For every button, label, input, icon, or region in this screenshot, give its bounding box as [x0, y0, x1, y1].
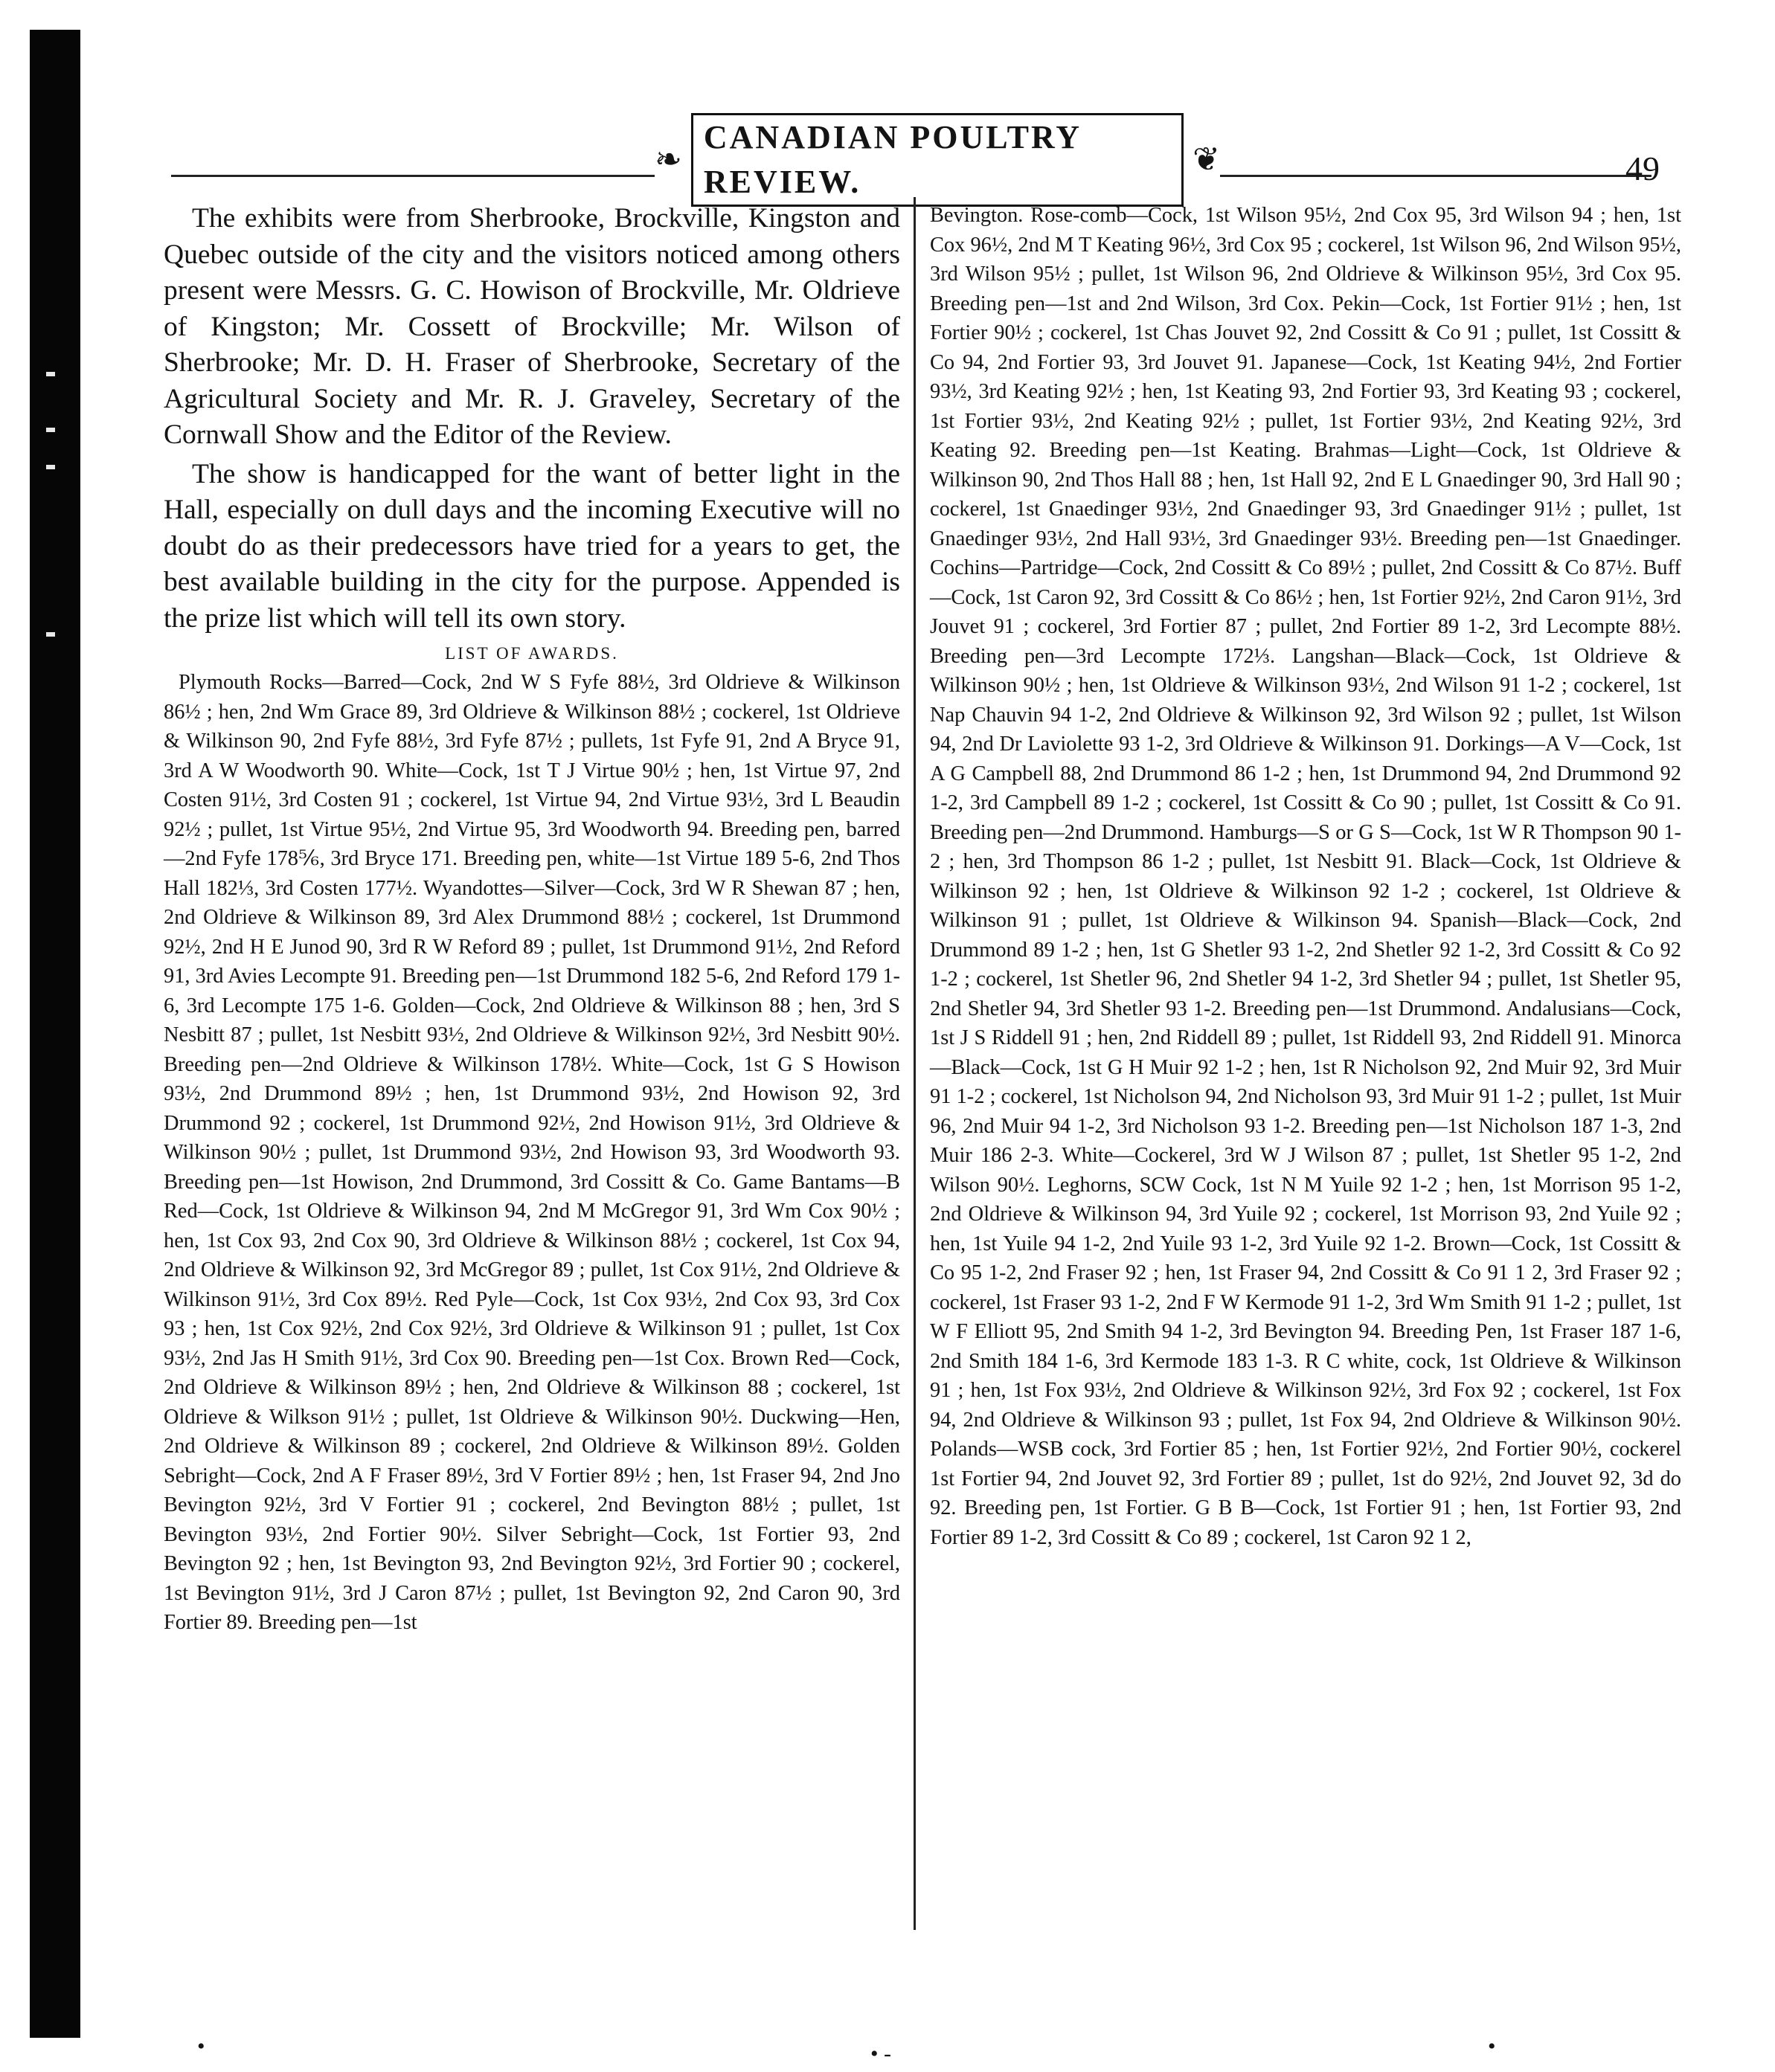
- print-speck: •: [1488, 2034, 1496, 2059]
- print-speck: •: [197, 2034, 205, 2059]
- print-speck: • -: [870, 2042, 891, 2066]
- masthead-title: CANADIAN POULTRY REVIEW.: [691, 113, 1184, 207]
- binding-mark: [46, 632, 55, 637]
- column-divider: [914, 197, 916, 1930]
- awards-text-left: Plymouth Rocks—Barred—Cock, 2nd W S Fyfe 88½, 3rd Oldrieve & Wilkinson 86½ ; hen, 2nd Wm Grace 89, 3rd Oldrieve & Wilkinson 88½ ; cockerel, 1st Oldrieve & Wilkinson 90, 2nd Fyfe 88½, 3rd Fyfe 87½ ; pullets, 1st Fyfe 91, 2nd A Bryce 91, 3rd A W Woodworth 90. White—Cock, 1st T J Virtue 90½ ; hen, 1st Virtue 97, 2nd Costen 91½, 3rd Costen 91 ; cockerel, 1st Virtue 94, 2nd Virtue 93½, 3rd L Beaudin 92½ ; pullet, 1st Virtue 95½, 2nd Virtue 95, 3rd Woodworth 94. Breeding pen, barred—2nd Fyfe 178⅚, 3rd Bryce 171. Breeding pen, white—1st Virtue 189 5-6, 2nd Thos Hall 182⅓, 3rd Costen 177½. Wyandottes—Silver—Cock, 3rd W R Shewan 87 ; hen, 2nd Oldrieve & Wilkinson 89, 3rd Alex Drummond 88½ ; cockerel, 1st Drummond 92½, 2nd H E Junod 90, 3rd R W Reford 89 ; pullet, 1st Drummond 91½, 2nd Reford 91, 3rd Avies Lecompte 91. Breeding pen—1st Drummond 182 5-6, 2nd Reford 179 1-6, 3rd Lecompte 175 1-6. Golden—Cock, 2nd Oldrieve & Wilkinson 88 ; hen, 3rd S Nesbitt 87 ; pullet, 1st Nesbitt 93½, 2nd Oldrieve & Wilkinson 92½, 3rd Nesbitt 90½. Breeding pen—2nd Oldrieve & Wilkinson 178½. White—Cock, 1st G S Howison 93½, 2nd Drummond 89½ ; hen, 1st Drummond 93½, 2nd Howison 92, 3rd Drummond 92 ; cockerel, 1st Drummond 92½, 2nd Howison 91½, 3rd Oldrieve & Wilkinson 90½ ; pullet, 1st Drummond 93½, 2nd Howison 93, 3rd Woodworth 93. Breeding pen—1st Howison, 2nd Drummond, 3rd Cossitt & Co. Game Bantams—B Red—Cock, 1st Oldrieve & Wilkinson 94, 2nd M McGregor 91, 3rd Wm Cox 90½ ; hen, 1st Cox 93, 2nd Cox 90, 3rd Oldrieve & Wilkinson 88½ ; cockerel, 1st Cox 94, 2nd Oldrieve & Wilkinson 92, 3rd McGregor 89 ; pullet, 1st Cox 91½, 2nd Oldrieve & Wilkinson 91½, 3rd Cox 89½. Red Pyle—Cock, 1st Cox 93½, 2nd Cox 93, 3rd Cox 93 ; hen, 1st Cox 92½, 2nd Cox 92½, 3rd Oldrieve & Wilkinson 91 ; pullet, 1st Cox 93½, 2nd Jas H Smith 91½, 3rd Cox 90. Breeding pen—1st Cox. Brown Red—Cock, 2nd Oldrieve & Wilkinson 89½ ; hen, 2nd Oldrieve & Wilkinson 88 ; cockerel, 1st Oldrieve & Wilkson 91½ ; pullet, 1st Oldrieve & Wilkinson 90½. Duckwing—Hen, 2nd Oldrieve & Wilkinson 89 ; cockerel, 2nd Oldrieve & Wilkinson 89½. Golden Sebright—Cock, 2nd A F Fraser 89½, 3rd V Fortier 89½ ; hen, 1st Fraser 94, 2nd Jno Bevington 92½, 3rd V Fortier 91 ; cockerel, 2nd Bevington 88½ ; pullet, 1st Bevington 93½, 2nd Fortier 90½. Silver Sebright—Cock, 1st Fortier 93, 2nd Bevington 92 ; hen, 1st Bevington 93, 2nd Bevington 92½, 3rd Fortier 90 ; cockerel, 1st Bevington 91½, 3rd J Caron 87½ ; pullet, 1st Bevington 92, 2nd Caron 90, 3rd Fortier 89. Breeding pen—1st: [164, 671, 900, 1634]
- masthead: [655, 119, 1220, 200]
- list-of-awards-heading: LIST OF AWARDS.: [445, 644, 619, 663]
- intro-paragraph: The exhibits were from Sherbrooke, Brockville, Kingston and Quebec outside of the city and the visitors noticed among others present were Messrs. G. C. Howison of Brockville, Mr. Oldrieve of Kingston; Mr. Cossett of Brockville; Mr. Wilson of Sherbrooke; Mr. D. H. Fraser of Sherbrooke, Secretary of the Agricultural Society and Mr. R. J. Graveley, Secretary of the Cornwall Show and the Editor of the Review.: [164, 203, 900, 450]
- ornament-left-icon: ❧: [655, 141, 682, 178]
- left-column: [164, 201, 900, 1638]
- page-number: 49: [1625, 149, 1660, 187]
- awards-text-right: Bevington. Rose-comb—Cock, 1st Wilson 95½, 2nd Cox 95, 3rd Wilson 94 ; hen, 1st Cox 96½, 2nd M T Keating 96½, 3rd Cox 95 ; cockerel, 1st Wilson 96, 2nd Wilson 95½, 3rd Wilson 95½ ; pullet, 1st Wilson 96, 2nd Oldrieve & Wilkinson 95½, 3rd Cox 95. Breeding pen—1st and 2nd Wilson, 3rd Cox. Pekin—Cock, 1st Fortier 91½ ; hen, 1st Fortier 90½ ; cockerel, 1st Chas Jouvet 92, 2nd Cossitt & Co 91 ; pullet, 1st Cossitt & Co 94, 2nd Fortier 93, 3rd Jouvet 91. Japanese—Cock, 1st Keating 94½, 2nd Fortier 93½, 3rd Keating 92½ ; hen, 1st Keating 93, 2nd Fortier 93, 3rd Keating 93 ; cockerel, 1st Fortier 93½, 2nd Keating 92½ ; pullet, 1st Fortier 93½, 2nd Keating 92½, 3rd Keating 92. Breeding pen—1st Keating. Brahmas—Light—Cock, 1st Oldrieve & Wilkinson 90, 2nd Thos Hall 88 ; hen, 1st Hall 92, 2nd E L Gnaedinger 90, 3rd Hall 90 ; cockerel, 1st Gnaedinger 93½, 2nd Gnaedinger 93, 3rd Gnaedinger 91½ ; pullet, 1st Gnaedinger 93½, 2nd Hall 93½, 3rd Gnaedinger 93½. Breeding pen—1st Gnaedinger. Cochins—Partridge—Cock, 2nd Cossitt & Co 89½ ; pullet, 2nd Cossitt & Co 87½. Buff—Cock, 1st Caron 92, 3rd Cossitt & Co 86½ ; hen, 1st Fortier 92½, 2nd Caron 91½, 3rd Jouvet 91 ; cockerel, 3rd Fortier 87 ; pullet, 2nd Fortier 89 1-2, 3rd Lecompte 88½. Breeding pen—3rd Lecompte 172⅓. Langshan—Black—Cock, 1st Oldrieve & Wilkinson 90½ ; hen, 1st Oldrieve & Wilkinson 93½, 2nd Wilson 91 1-2 ; cockerel, 1st Nap Chauvin 94 1-2, 2nd Oldrieve & Wilkinson 92, 3rd Wilson 92 ; pullet, 1st Wilson 94, 2nd Dr Laviolette 93 1-2, 3rd Oldrieve & Wilkinson 91. Dorkings—A V—Cock, 1st A G Campbell 88, 2nd Drummond 86 1-2 ; hen, 1st Drummond 94, 2nd Drummond 92 1-2, 3rd Campbell 89 1-2 ; cockerel, 1st Cossitt & Co 90 ; pullet, 1st Cossitt & Co 91. Breeding pen—2nd Drummond. Hamburgs—S or G S—Cock, 1st W R Thompson 90 1-2 ; hen, 3rd Thompson 86 1-2 ; pullet, 1st Nesbitt 91. Black—Cock, 1st Oldrieve & Wilkinson 92 ; hen, 1st Oldrieve & Wilkinson 92 1-2 ; cockerel, 1st Oldrieve & Wilkinson 91 ; pullet, 1st Oldrieve & Wilkinson 94. Spanish—Black—Cock, 2nd Drummond 89 1-2 ; hen, 1st G Shetler 93 1-2, 2nd Shetler 92 1-2, 3rd Cossitt & Co 92 1-2 ; cockerel, 1st Shetler 96, 2nd Shetler 94 1-2, 3rd Shetler 94 ; pullet, 1st Shetler 95, 2nd Shetler 94, 3rd Shetler 93 1-2. Breeding pen—1st Drummond. Andalusians—Cock, 1st J S Riddell 91 ; hen, 2nd Riddell 89 ; pullet, 1st Riddell 93, 2nd Riddell 91. Minorca—Black—Cock, 1st G H Muir 92 1-2 ; hen, 1st R Nicholson 92, 2nd Muir 92, 3rd Muir 91 1-2 ; cockerel, 1st Nicholson 94, 2nd Nicholson 93, 3rd Muir 91 1-2 ; pullet, 1st Muir 96, 2nd Muir 94 1-2, 3rd Nicholson 93 1-2. Breeding pen—1st Nicholson 187 1-3, 2nd Muir 186 2-3. White—Cockerel, 3rd W J Wilson 87 ; pullet, 1st Shetler 95 1-2, 2nd Wilson 90½. Leghorns, SCW Cock, 1st N M Yuile 92 1-2 ; hen, 1st Morrison 95 1-2, 2nd Oldrieve & Wilkinson 94, 3rd Yuile 92 ; cockerel, 1st Morrison 93, 2nd Yuile 92 ; hen, 1st Yuile 94 1-2, 2nd Yuile 93 1-2, 3rd Yuile 92 1-2. Brown—Cock, 1st Cossitt & Co 95 1-2, 2nd Fraser 92 ; hen, 1st Fraser 94, 2nd Cossitt & Co 91 1 2, 3rd Fraser 92 ; cockerel, 1st Fraser 93 1-2, 2nd F W Kermode 91 1-2, 3rd Wm Smith 91 1-2 ; pullet, 1st W F Elliott 95, 2nd Smith 94 1-2, 3rd Bevington 94. Breeding Pen, 1st Fraser 187 1-6, 2nd Smith 184 1-6, 3rd Kermode 183 1-3. R C white, cock, 1st Oldrieve & Wilkinson 91 ; hen, 1st Fox 93½, 2nd Oldrieve & Wilkinson 92½, 3rd Fox 92 ; cockerel, 1st Fox 94, 2nd Oldrieve & Wilkinson 93 ; pullet, 1st Fox 94, 2nd Oldrieve & Wilkinson 90½. Polands—WSB cock, 3rd Fortier 85 ; hen, 1st Fortier 92½, 2nd Fortier 90½, cockerel 1st Fortier 94, 2nd Jouvet 92, 3rd Fortier 89 ; pullet, 1st do 92½, 2nd Jouvet 92, 3d do 92. Breeding pen, 1st Fortier. G B B—Cock, 1st Fortier 91 ; hen, 1st Fortier 93, 2nd Fortier 89 1-2, 3rd Cossitt & Co 89 ; cockerel, 1st Caron 92 1 2,: [930, 204, 1681, 1549]
- binding-mark: [46, 465, 55, 469]
- binding-mark: [46, 428, 55, 432]
- book-binding-edge: [30, 30, 80, 2038]
- ornament-right-icon: ❦: [1193, 141, 1220, 178]
- intro-paragraph: The show is handicapped for the want of better light in the Hall, especially on dull days and the incoming Executive will no doubt do as their predecessors have tried for a years to get, the best available building in the city for the purpose. Appended is the prize list which will tell its own story.: [164, 458, 900, 634]
- binding-mark: [46, 372, 55, 376]
- right-column: [930, 201, 1681, 1552]
